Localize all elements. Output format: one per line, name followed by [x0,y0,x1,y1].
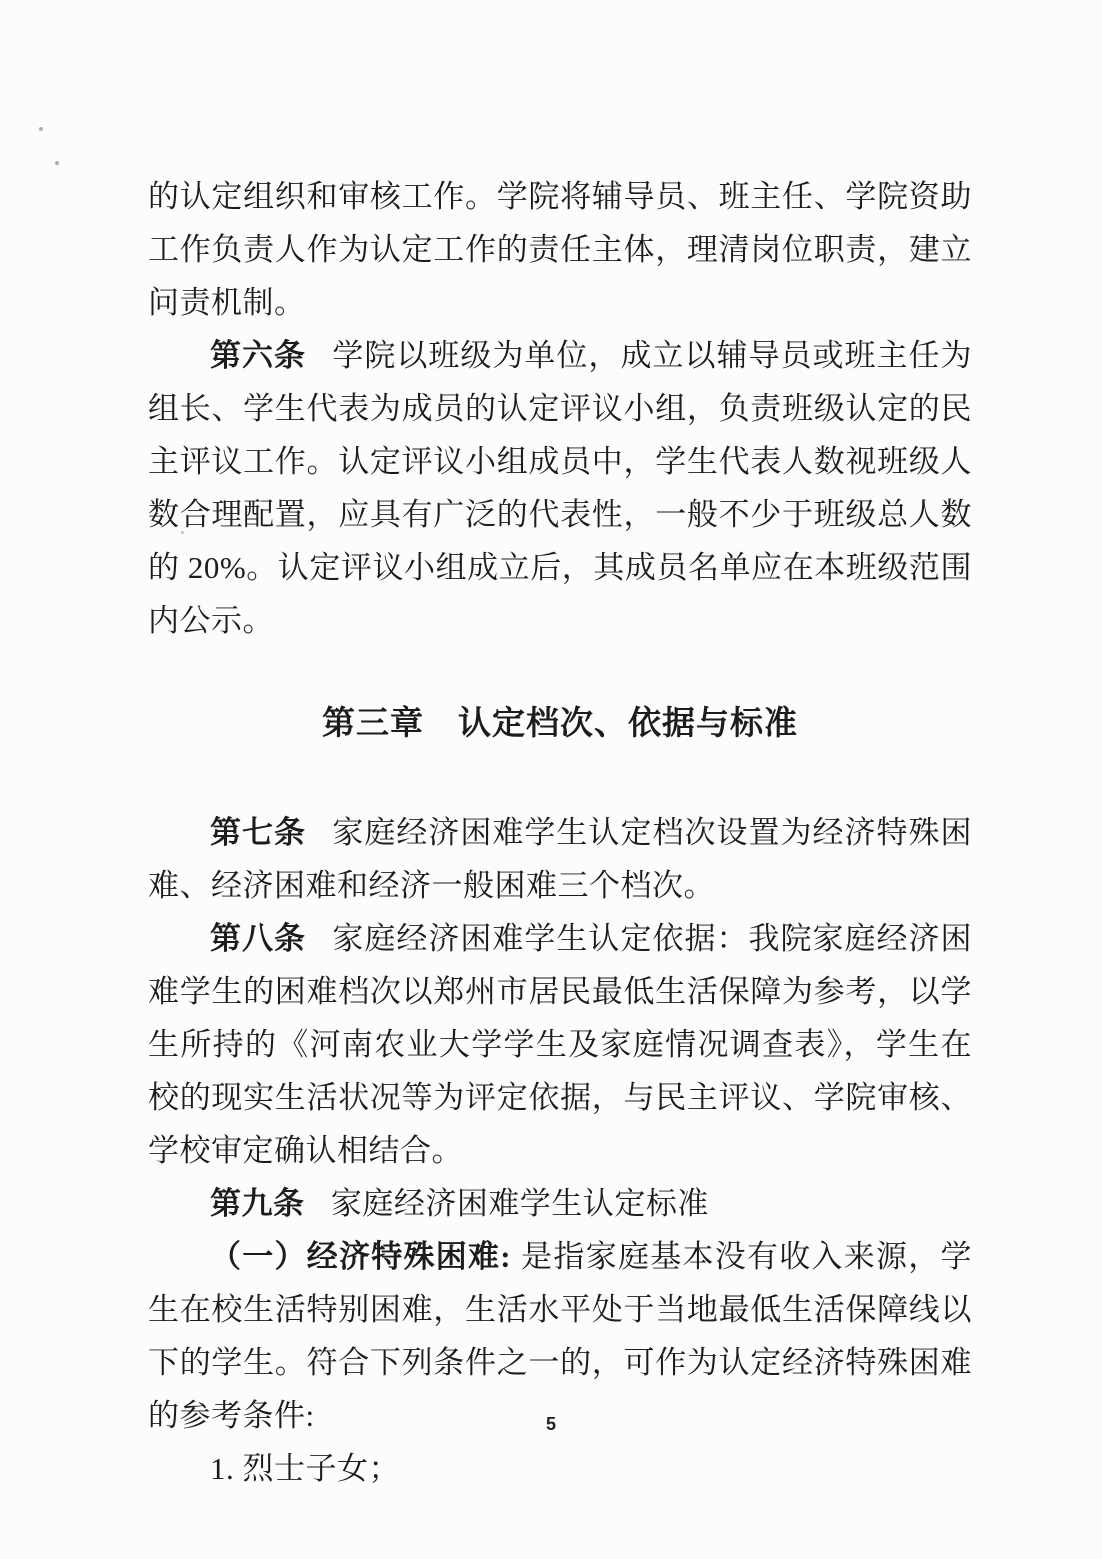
article-8-number: 第八条 [210,921,307,956]
page-number: 5 [545,1414,556,1434]
article-7-number: 第七条 [210,815,307,850]
article-9-text: 家庭经济困难学生认定标准 [330,1186,709,1221]
article-7-paragraph [148,806,972,912]
article-9-paragraph [148,1177,972,1230]
article-8-text: 家庭经济困难学生认定依据：我院家庭经济困难学生的困难档次以郑州市居民最低生活保障为参考，以学生所持的《河南农业大学学生及家庭情况调查表》，学生在校的现实生活状况等为评定依据，与民主评议、学院审核、学校审定确认相结合。 [148,921,973,1168]
continuation-text: 的认定组织和审核工作。学院将辅导员、班主任、学院资助工作负责人作为认定工作的责任主体，理清岗位职责，建立问责机制。 [148,179,972,320]
article-7-text: 家庭经济困难学生认定档次设置为经济特殊困难、经济困难和经济一般困难三个档次。 [148,815,973,903]
article-8-paragraph [148,912,972,1177]
scan-speck [39,127,43,131]
chapter-3-heading: 第三章 认定档次、依据与标准 [322,704,798,741]
article-6-paragraph [148,329,972,647]
document-content [148,170,972,1495]
scan-speck [55,161,59,165]
list-item-1 [148,1442,972,1495]
item-1-paragraph [148,1230,972,1442]
continuation-paragraph [148,170,972,329]
item-1-lead: （一）经济特殊困难: [210,1239,512,1274]
article-6-text: 学院以班级为单位，成立以辅导员或班主任为组长、学生代表为成员的认定评议小组，负责班级认定的民主评议工作。认定评议小组成员中，学生代表人数视班级人数合理配置，应具有广泛的代表性，一般不少于班级总人数的 20%。认定评议小组成立后，其成员名单应在本班级范围内公示。 [148,338,973,638]
list-item-1-text: 1. 烈士子女； [210,1451,400,1486]
article-9-number: 第九条 [210,1186,305,1221]
item-1-text: 是指家庭基本没有收入来源，学生在校生活特别困难，生活水平处于当地最低生活保障线以下的学生。符合下列条件之一的，可作为认定经济特殊困难的参考条件: [148,1239,972,1433]
article-6-number: 第六条 [210,338,307,373]
